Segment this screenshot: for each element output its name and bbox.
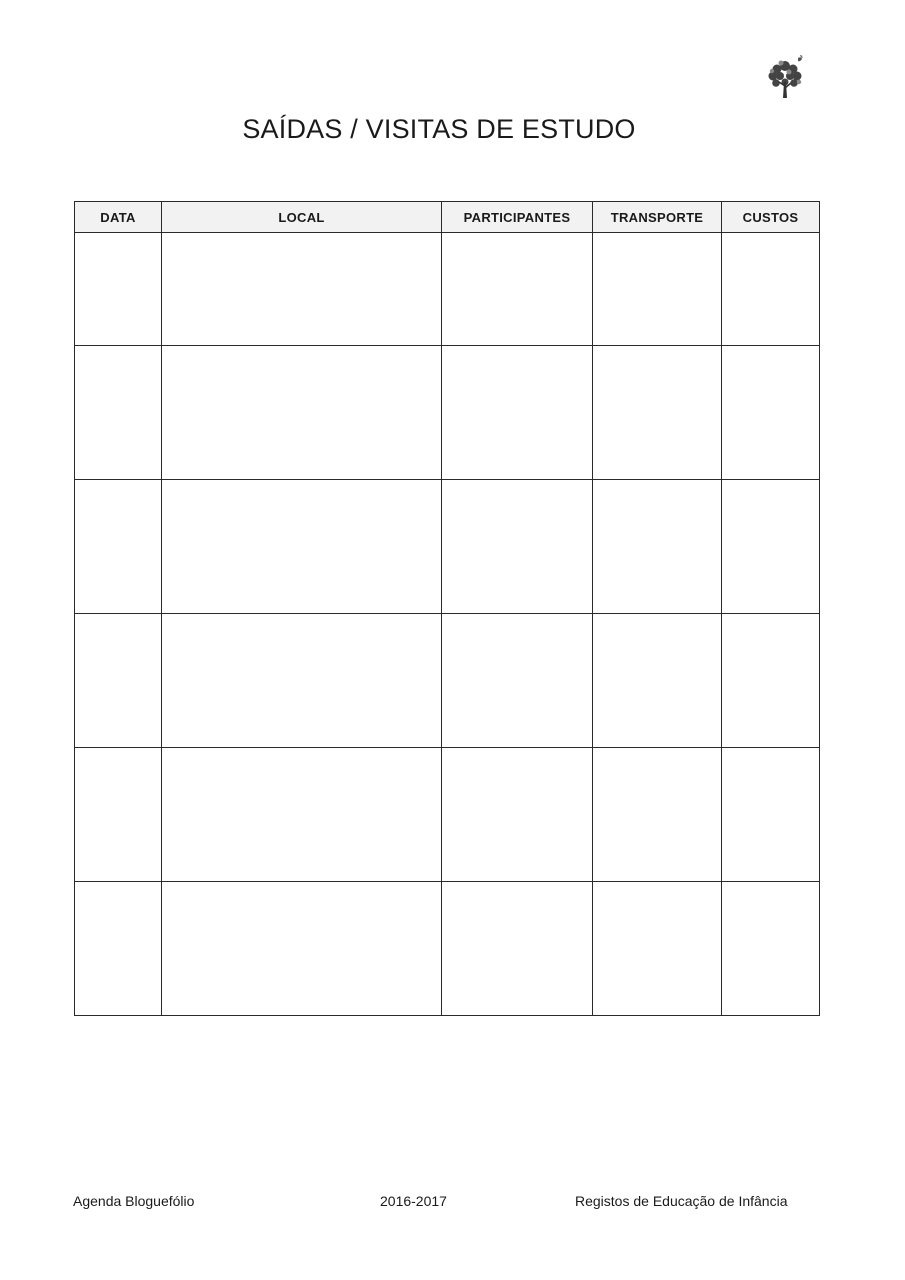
cell-data bbox=[75, 748, 162, 882]
cell-participantes bbox=[442, 480, 593, 614]
table-header-row bbox=[75, 202, 820, 233]
header-local: LOCAL bbox=[162, 202, 442, 233]
header-custos: CUSTOS bbox=[722, 202, 820, 233]
cell-transporte bbox=[593, 882, 722, 1016]
cell-custos bbox=[722, 346, 820, 480]
cell-data bbox=[75, 614, 162, 748]
cell-local bbox=[162, 614, 442, 748]
footer-year: 2016-2017 bbox=[380, 1193, 447, 1209]
cell-local bbox=[162, 748, 442, 882]
cell-custos bbox=[722, 882, 820, 1016]
table-row bbox=[75, 748, 820, 882]
cell-participantes bbox=[442, 748, 593, 882]
table-row bbox=[75, 882, 820, 1016]
cell-data bbox=[75, 346, 162, 480]
cell-transporte bbox=[593, 346, 722, 480]
cell-custos bbox=[722, 614, 820, 748]
table-row bbox=[75, 480, 820, 614]
cell-participantes bbox=[442, 614, 593, 748]
cell-local bbox=[162, 480, 442, 614]
footer-agenda: Agenda Bloguefólio bbox=[73, 1193, 195, 1209]
cell-custos bbox=[722, 748, 820, 882]
cell-participantes bbox=[442, 346, 593, 480]
cell-local bbox=[162, 233, 442, 346]
page-title: SAÍDAS / VISITAS DE ESTUDO bbox=[242, 114, 636, 144]
cell-data bbox=[75, 233, 162, 346]
cell-participantes bbox=[442, 882, 593, 1016]
cell-custos bbox=[722, 233, 820, 346]
footer-registos: Registos de Educação de Infância bbox=[575, 1193, 788, 1209]
cell-participantes bbox=[442, 233, 593, 346]
visits-table bbox=[74, 201, 820, 1016]
cell-transporte bbox=[593, 748, 722, 882]
cell-data bbox=[75, 480, 162, 614]
header-transporte: TRANSPORTE bbox=[593, 202, 722, 233]
table-row bbox=[75, 614, 820, 748]
cell-local bbox=[162, 346, 442, 480]
cell-local bbox=[162, 882, 442, 1016]
cell-transporte bbox=[593, 614, 722, 748]
cell-transporte bbox=[593, 233, 722, 346]
header-data: DATA bbox=[75, 202, 162, 233]
cell-transporte bbox=[593, 480, 722, 614]
tree-icon bbox=[764, 54, 806, 102]
cell-data bbox=[75, 882, 162, 1016]
cell-custos bbox=[722, 480, 820, 614]
table-row bbox=[75, 346, 820, 480]
table-row bbox=[75, 233, 820, 346]
header-participantes: PARTICIPANTES bbox=[442, 202, 593, 233]
